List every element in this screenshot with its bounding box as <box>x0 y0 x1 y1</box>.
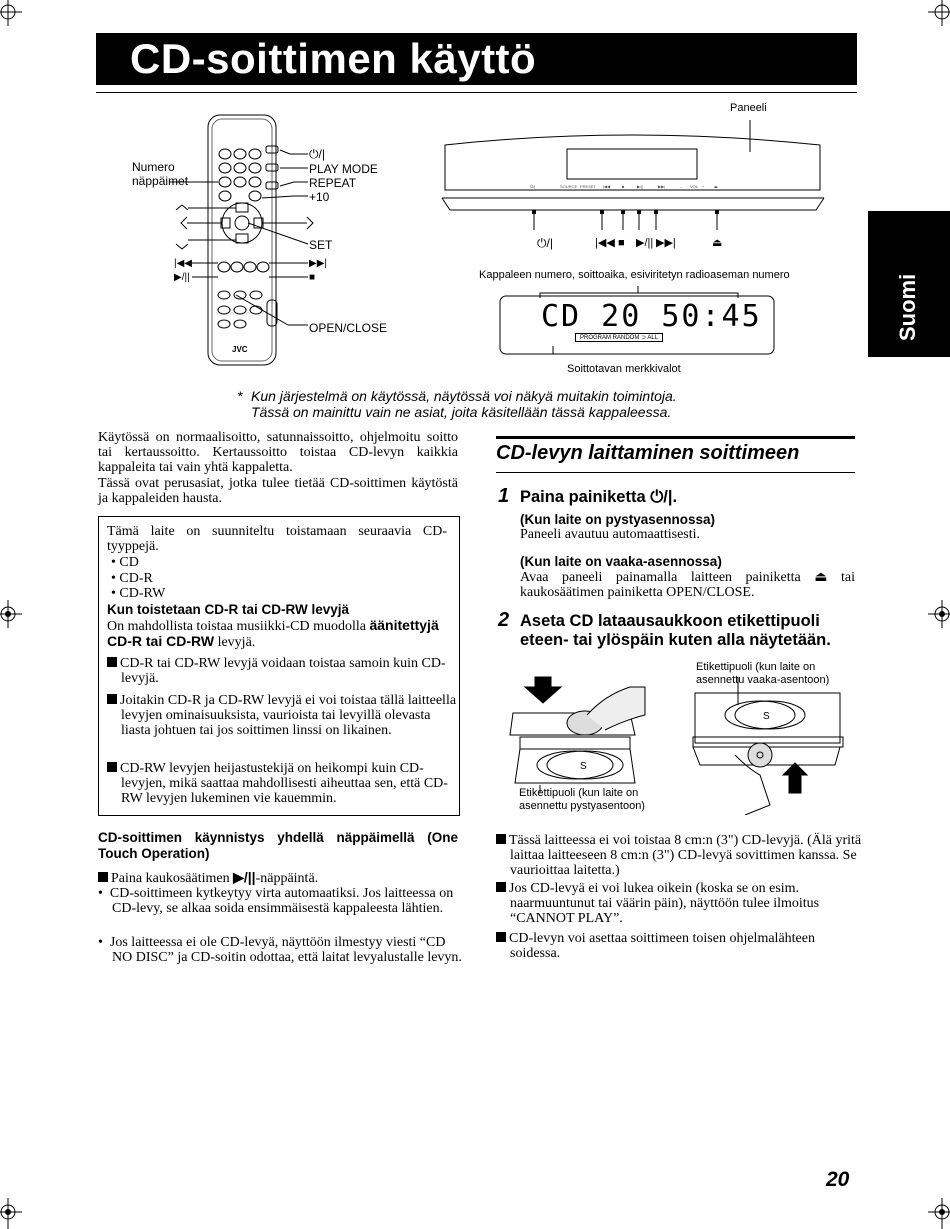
fig-caption-horizontal: Etikettipuoli (kun laite on asennettu vaaka-asentoon) <box>696 661 830 686</box>
panel-btn-power: ⏻/| <box>537 236 553 250</box>
next-label: ▶▶| <box>309 258 327 269</box>
box-paragraph-start: On mahdollista toistaa musiikki-CD muodolla <box>107 619 370 634</box>
step-1-text2: Avaa paneeli painamalla laitteen painiketta ⏏ tai kaukosäätimen painiketta OPEN/CLOSE. <box>520 570 855 601</box>
section-top-rule <box>496 436 855 439</box>
svg-text:▶▶|: ▶▶| <box>658 184 666 189</box>
footnote-star: * <box>237 388 243 404</box>
remote-control-illustration <box>170 110 370 380</box>
svg-text:PRESET: PRESET <box>580 184 597 189</box>
right-note-item <box>496 833 868 879</box>
power-label: ⏻/| <box>309 147 325 161</box>
svg-text:VOL: VOL <box>690 184 699 189</box>
step-1-title: Paina painiketta ⏻/|. <box>520 488 678 506</box>
footnote-line2: Tässä on mainittu vain ne asiat, joita käsitellään tässä kappaleessa. <box>251 404 672 420</box>
svg-text:S: S <box>580 761 587 772</box>
step-1-number: 1 <box>498 485 510 507</box>
box-heading: Kun toistetaan CD-R tai CD-RW levyjä <box>107 602 350 617</box>
box-note-text: Joitakin CD-R ja CD-RW levyjä ei voi toistaa tällä laitteella levyjen ominaisuuksista, vaurioista tai levyillä olevasta liasta johtuen tai jos soittimen linssi on likainen. <box>120 693 457 739</box>
page-title-bar <box>96 33 857 85</box>
language-tab-label: Suomi <box>895 273 920 341</box>
step-1-text1: Paneeli avautuu automaattisesti. <box>520 527 701 542</box>
play-pause-label: ▶/|| <box>174 272 190 283</box>
indicator-caption: Soittotavan merkkivalot <box>567 363 681 375</box>
one-touch-press-prefix: Paina kaukosäätimen <box>111 871 234 886</box>
one-touch-press-suffix: -näppäintä. <box>255 871 319 886</box>
one-touch-bullet: • Jos laitteessa ei ole CD-levyä, näyttöön ilmestyy viesti “CD NO DISC” ja CD-soitin odottaa, että laitat levyalustalle levyn. <box>98 935 462 966</box>
panel-label: Paneeli <box>730 102 767 114</box>
step-2-number: 2 <box>498 609 510 631</box>
right-note-item <box>496 881 868 927</box>
one-touch-bullet-text: CD-soittimeen kytkeytyy virta automaatiksi. Jos laitteessa on CD-levy, se alkaa soida ensimmäisestä kappaleesta lähtien. <box>109 886 454 917</box>
box-paragraph <box>107 618 447 650</box>
right-note-text: Jos CD-levyä ei voi lukea oikein (koska se on esim. naarmuuntunut tai väärin päin), näyttöön tulee ilmoitus “CANNOT PLAY”. <box>509 881 820 927</box>
display-caption: Kappaleen numero, soittoaika, esiviritetyn radioaseman numero <box>479 269 790 281</box>
disc-type-label: CD <box>119 555 139 570</box>
page-title: CD-soittimen käyttö <box>130 35 537 82</box>
box-note-text: CD-R tai CD-RW levyjä voidaan toistaa samoin kuin CD-levyjä. <box>120 656 446 687</box>
display-readout: CD 20 50:45 <box>541 299 762 334</box>
page-number: 20 <box>826 1168 850 1191</box>
intro-paragraph-2: Tässä ovat perusasiat, jotka tulee tietää CD-soittimen käytöstä ja kappaleiden hausta. <box>98 476 458 507</box>
one-touch-press <box>98 870 318 886</box>
right-note-text: CD-levyn voi asettaa soittimeen toisen ohjelmalähteen soidessa. <box>509 931 815 962</box>
footnote-line1: Kun järjestelmä on käytössä, näytössä voi näkyä muitakin toimintoja. <box>251 388 677 404</box>
panel-btn-prev: |◀◀ <box>595 237 615 249</box>
disc-type-label: CD-RW <box>119 586 166 601</box>
stop-label: ■ <box>309 272 316 283</box>
step-2-title: Aseta CD lataausaukkoon etikettipuoli eteen- tai ylöspäin kuten alla näytetään. <box>520 612 831 649</box>
box-lead: Tämä laite on suunniteltu toistamaan seuraavia CD-tyyppejä. <box>107 524 447 555</box>
intro-paragraph: Käytössä on normaalisoitto, satunnaissoitto, ohjelmoitu soitto tai kertaussoitto. Kertaussoitto toistaa CD-levyn kaikkia kappaleita tai vain yhtä kappaletta. <box>98 430 458 476</box>
box-note-item <box>107 761 461 807</box>
disc-type-label: CD-R <box>119 571 153 586</box>
box-paragraph-end: levyjä. <box>214 635 256 651</box>
panel-btn-next: ▶▶| <box>656 237 676 249</box>
remote-brand: JVC <box>232 345 248 354</box>
svg-text:▶/||: ▶/|| <box>637 184 644 189</box>
disc-type-item: • CD-R <box>111 571 153 586</box>
one-touch-bullet-text: Jos laitteessa ei ole CD-levyä, näyttöön ilmestyy viesti “CD NO DISC” ja CD-soitin odottaa, että laitat levyalustalle levyn. <box>109 935 462 966</box>
indicator-row: PROGRAM RANDOM ⊃ ALL <box>575 333 663 342</box>
language-tab <box>868 211 950 357</box>
box-note-item <box>107 656 461 686</box>
prev-label: |◀◀ <box>174 258 192 269</box>
play-mode-label: PLAY MODE <box>309 162 378 176</box>
svg-text:S: S <box>763 711 770 722</box>
svg-text:|◀◀: |◀◀ <box>603 184 611 189</box>
panel-btn-stop: ■ <box>618 237 625 249</box>
step-1-sub2: (Kun laite on vaaka-asennossa) <box>520 554 722 569</box>
svg-text:–: – <box>680 184 683 189</box>
svg-text:⏻/|: ⏻/| <box>530 184 536 189</box>
svg-text:+: + <box>702 184 705 189</box>
step-1-sub1: (Kun laite on pystyasennossa) <box>520 512 716 527</box>
box-paragraph-bold: äänitettyjä CD-R tai CD-RW <box>107 617 439 650</box>
disc-type-item: • CD-RW <box>111 586 166 601</box>
svg-text:⏏: ⏏ <box>714 184 718 189</box>
section-bottom-rule <box>496 472 855 473</box>
plus10-label: +10 <box>309 190 330 204</box>
set-label: SET <box>309 238 333 252</box>
number-keys-label: Numero näppäimet <box>132 160 189 188</box>
one-touch-heading: CD-soittimen käynnistys yhdellä näppäimellä (One Touch Operation) <box>98 830 458 861</box>
open-close-label: OPEN/CLOSE <box>309 321 388 335</box>
box-note-text: CD-RW levyjen heijastustekijä on heikompi kuin CD-levyjen, mikä saattaa mahdollisesti aiheuttaa sen, että CD-RW levyjen lukeminen vie kauemmin. <box>120 761 448 807</box>
panel-btn-eject: ⏏ <box>712 237 723 249</box>
right-note-text: Tässä laitteessa ei voi toistaa 8 cm:n (3") CD-levyjä. (Älä yritä laittaa laitteeseen 8 cm:n (3") CD-levyä sovittimen kanssa. Se vaurioittaa laitetta.) <box>509 833 862 879</box>
svg-text:■: ■ <box>622 184 625 189</box>
section-title: CD-levyn laittaminen soittimeen <box>496 442 800 464</box>
fig-caption-vertical: Etikettipuoli (kun laite on asennettu pystyasentoon) <box>519 787 645 812</box>
svg-text:SOURCE: SOURCE <box>560 184 578 189</box>
play-pause-symbol: ▶/|| <box>233 869 256 885</box>
title-rule <box>96 92 857 93</box>
right-note-item <box>496 931 868 961</box>
one-touch-bullet: • CD-soittimeen kytkeytyy virta automaatiksi. Jos laitteessa on CD-levy, se alkaa soida ensimmäisestä kappaleesta lähtien. <box>98 886 454 917</box>
disc-type-item: • CD <box>111 555 139 570</box>
box-note-item <box>107 693 461 739</box>
repeat-label: REPEAT <box>309 176 357 190</box>
front-panel-illustration <box>440 110 830 255</box>
panel-btn-play: ▶/|| <box>636 237 654 249</box>
